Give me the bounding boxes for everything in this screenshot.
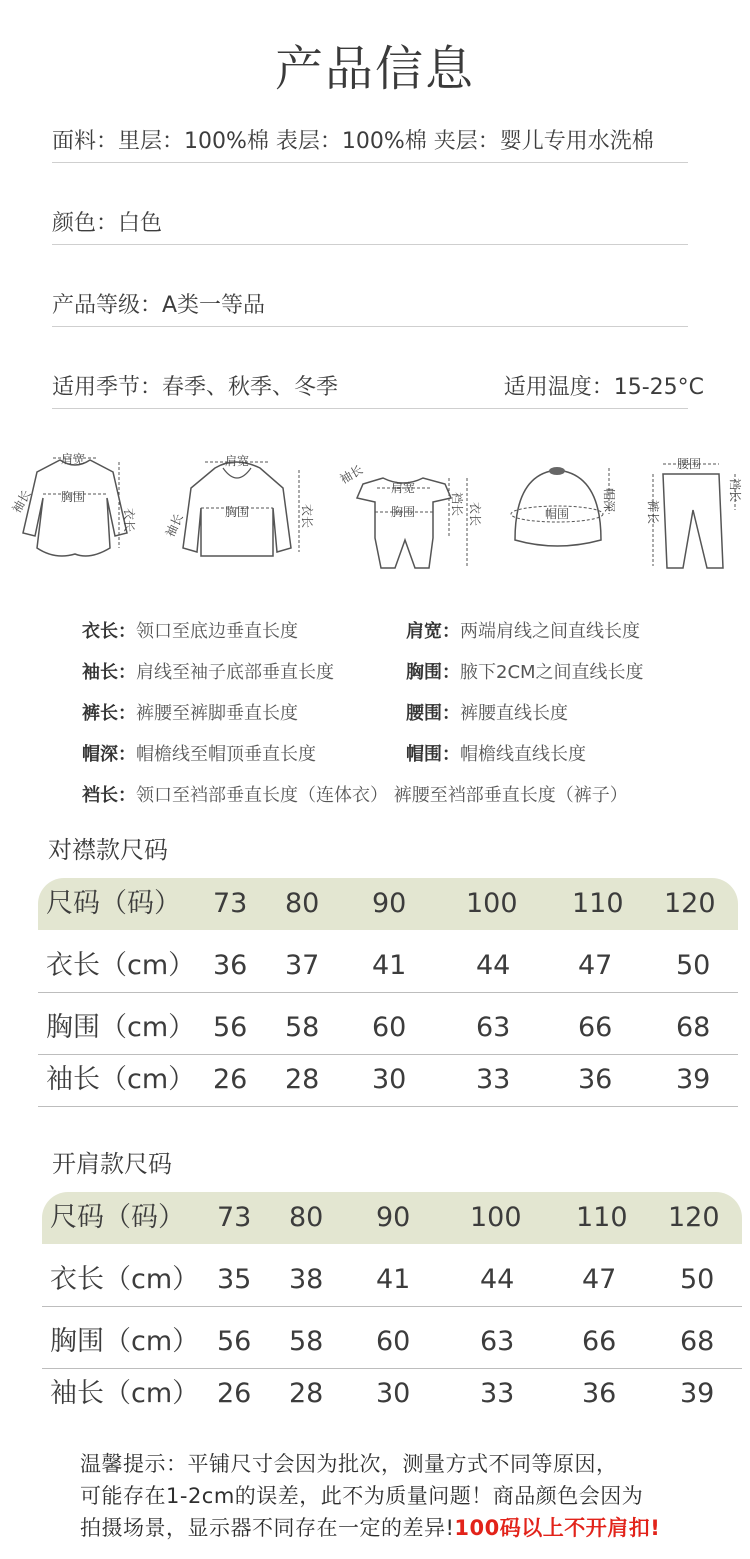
hat-depth-label: 帽深 — [602, 488, 616, 513]
pants-crotch-label: 裆长 — [728, 478, 742, 503]
definition-hat-circ: 帽围：帽檐线直线长度 — [406, 744, 586, 765]
grade-text: 产品等级：A类一等品 — [52, 293, 266, 318]
dress-shoulder-label: 肩宽 — [61, 452, 86, 466]
table1-title: 对襟款尺码 — [48, 836, 168, 864]
romper-shoulder-label: 肩宽 — [391, 481, 416, 495]
pants-waist-label: 腰围 — [677, 457, 702, 471]
table-header-row: 尺码（码） 73 80 90 100 110 120 — [42, 1192, 742, 1244]
definition-hat-depth: 帽深：帽檐线至帽顶垂直长度 — [82, 744, 316, 765]
hat-circ-label: 帽围 — [545, 507, 570, 521]
romper-chest-label: 胸围 — [391, 505, 416, 519]
table-row: 胸围（cm） 56 58 60 63 66 68 — [38, 1002, 738, 1055]
table-header-row: 尺码（码） 73 80 90 100 110 120 — [38, 878, 738, 930]
hat-diagram-icon — [505, 448, 615, 583]
definition-pants-length: 裤长：裤腰至裤脚垂直长度 — [82, 703, 298, 724]
dress-chest-label: 胸围 — [61, 490, 86, 504]
table-row: 袖长（cm） 26 28 30 33 36 39 — [38, 1054, 738, 1107]
romper-sleeve-label: 袖长 — [337, 462, 366, 487]
dress-sleeve-label: 袖长 — [9, 487, 34, 516]
jacket-sleeve-label: 袖长 — [163, 511, 186, 540]
color-info — [52, 204, 688, 245]
fabric-text: 面料：里层：100%棉 表层：100%棉 夹层：婴儿专用水洗棉 — [52, 129, 654, 154]
temperature-text: 适用温度：15-25°C — [503, 375, 704, 400]
jacket-shoulder-label: 肩宽 — [225, 454, 250, 468]
table-row: 袖长（cm） 26 28 30 33 36 39 — [50, 1378, 715, 1409]
definition-length: 衣长：领口至底边垂直长度 — [82, 621, 298, 642]
definition-crotch: 裆长：领口至裆部垂直长度（连体衣） 裤腰至裆部垂直长度（裤子） — [82, 785, 628, 806]
pants-diagram-icon — [635, 448, 745, 583]
fabric-info — [52, 122, 688, 163]
table-row: 衣长（cm） 36 37 41 44 47 50 — [38, 940, 738, 993]
jacket-diagram-icon — [165, 448, 315, 583]
jacket-length-label: 衣长 — [300, 504, 314, 529]
grade-info — [52, 286, 688, 327]
measurement-diagrams — [9, 448, 745, 583]
romper-length-label: 衣长 — [468, 502, 482, 527]
romper-crotch-label: 裆长 — [450, 492, 464, 517]
table-row: 衣长（cm） 35 38 41 44 47 50 — [42, 1254, 742, 1307]
color-text: 颜色：白色 — [52, 211, 163, 236]
note-line-3: 拍摄场景，显示器不同存在一定的差异!100码以上不开肩扣! — [80, 1516, 661, 1540]
table2-title: 开肩款尺码 — [52, 1150, 172, 1178]
dress-diagram-icon — [9, 448, 145, 583]
pants-length-label: 裤长 — [646, 500, 660, 525]
definition-sleeve: 袖长：肩线至袖子底部垂直长度 — [82, 662, 334, 683]
table-row: 胸围（cm） 56 58 60 63 66 68 — [42, 1316, 742, 1369]
season-info — [52, 368, 704, 409]
warm-tip-note — [80, 1448, 660, 1544]
definition-chest: 胸围：腋下2CM之间直线长度 — [406, 662, 644, 683]
definition-shoulder: 肩宽：两端肩线之间直线长度 — [406, 621, 640, 642]
dress-length-label: 衣长 — [122, 508, 136, 533]
romper-diagram-icon — [335, 448, 495, 583]
note-line-1: 温馨提示：平铺尺寸会因为批次，测量方式不同等原因， — [80, 1452, 618, 1476]
note-line-2: 可能存在1-2cm的误差，此不为质量问题！商品颜色会因为 — [80, 1484, 644, 1508]
jacket-chest-label: 胸围 — [225, 505, 250, 519]
definition-waist: 腰围：裤腰直线长度 — [406, 703, 568, 724]
season-text: 适用季节：春季、秋季、冬季 — [52, 375, 339, 400]
page-title: 产品信息 — [274, 41, 475, 97]
note-highlight: 100码以上不开肩扣! — [454, 1516, 661, 1540]
